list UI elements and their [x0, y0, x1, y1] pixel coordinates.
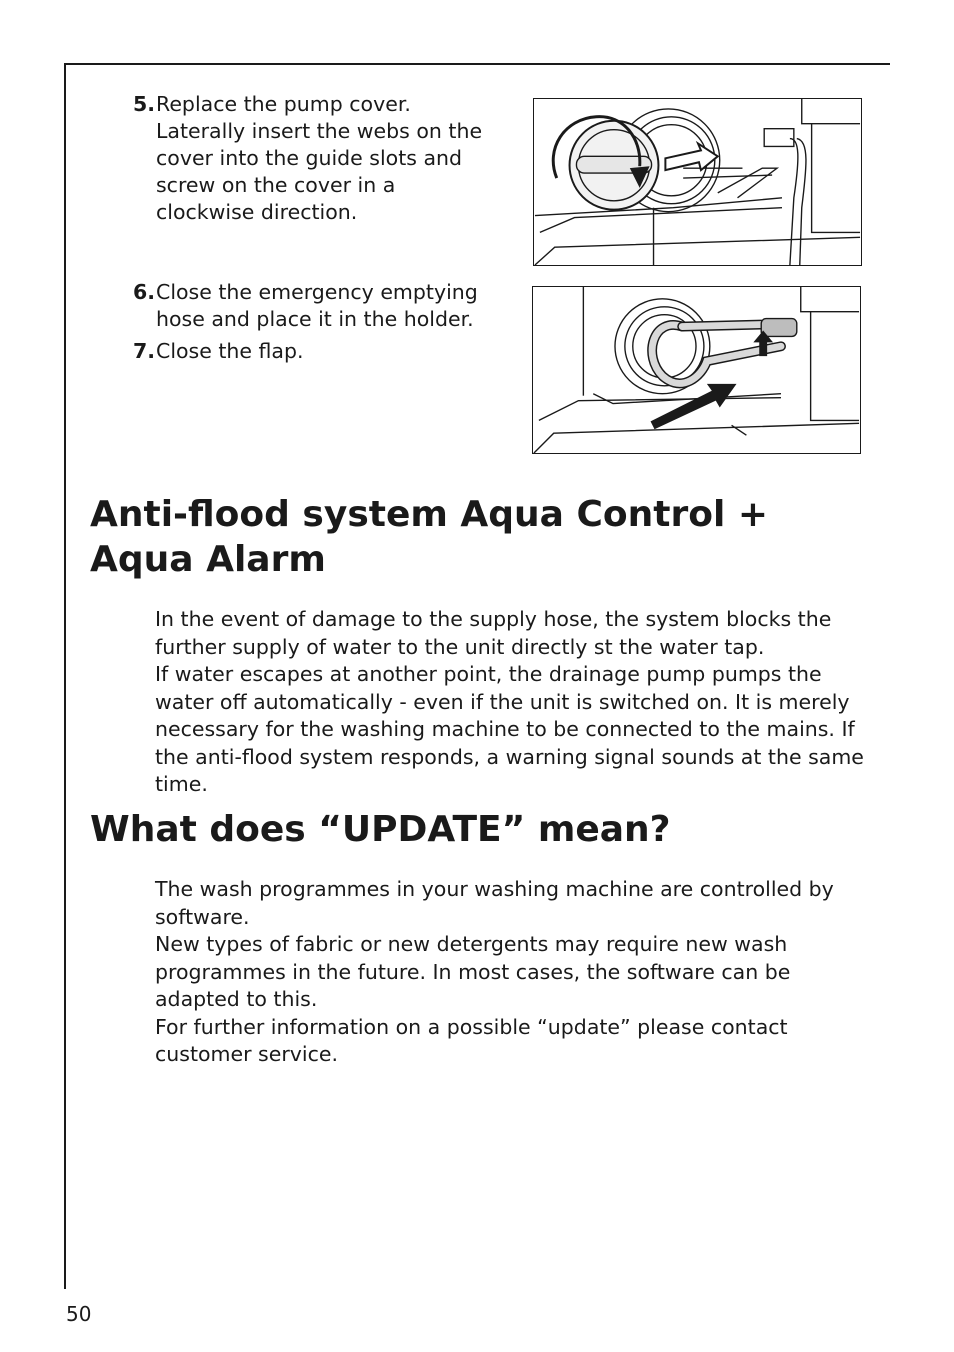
top-rule: [64, 63, 890, 65]
figure-hose-holder: [532, 286, 861, 454]
pump-cover-rotation-icon: [534, 99, 861, 265]
paragraph: If water escapes at another point, the drainage pump pumps the water off automatically - even if the unit is switched on. It is merely necessary for the washing machine to be connected to the mains. If the anti-flood system responds, a warning signal sounds at the same time.: [155, 662, 864, 796]
step-number: 5.: [133, 92, 156, 116]
step-text: Close the flap.: [156, 339, 304, 363]
paragraph: The wash programmes in your washing machine are controlled by software.: [155, 877, 834, 929]
step-number: 6.: [133, 280, 156, 304]
figure-pump-cover: [533, 98, 862, 266]
paragraph: New types of fabric or new detergents may require new wash programmes in the future. In most cases, the software can be adapted to this.: [155, 932, 791, 1011]
step-text: Replace the pump cover. Laterally insert the webs on the cover into the guide slots and screw on the cover in a clockwise direction.: [156, 92, 483, 224]
step-text: Close the emergency emptying hose and place it in the holder.: [156, 280, 478, 331]
update-body: [155, 876, 870, 1069]
anti-flood-body: [155, 606, 870, 799]
step-number: 7.: [133, 339, 156, 363]
page-number: 50: [66, 1302, 92, 1326]
section-heading-anti-flood: [90, 492, 768, 582]
paragraph: In the event of damage to the supply hose, the system blocks the further supply of water to the unit directly st the water tap.: [155, 607, 832, 659]
heading-line-2: Aqua Alarm: [90, 539, 326, 580]
left-rule: [64, 63, 66, 1289]
heading-line-1: Anti-flood system Aqua Control +: [90, 494, 769, 535]
section-heading-update: What does “UPDATE” mean?: [90, 809, 671, 850]
paragraph: For further information on a possible “update” please contact customer service.: [155, 1014, 788, 1066]
hose-holder-icon: [533, 287, 860, 453]
